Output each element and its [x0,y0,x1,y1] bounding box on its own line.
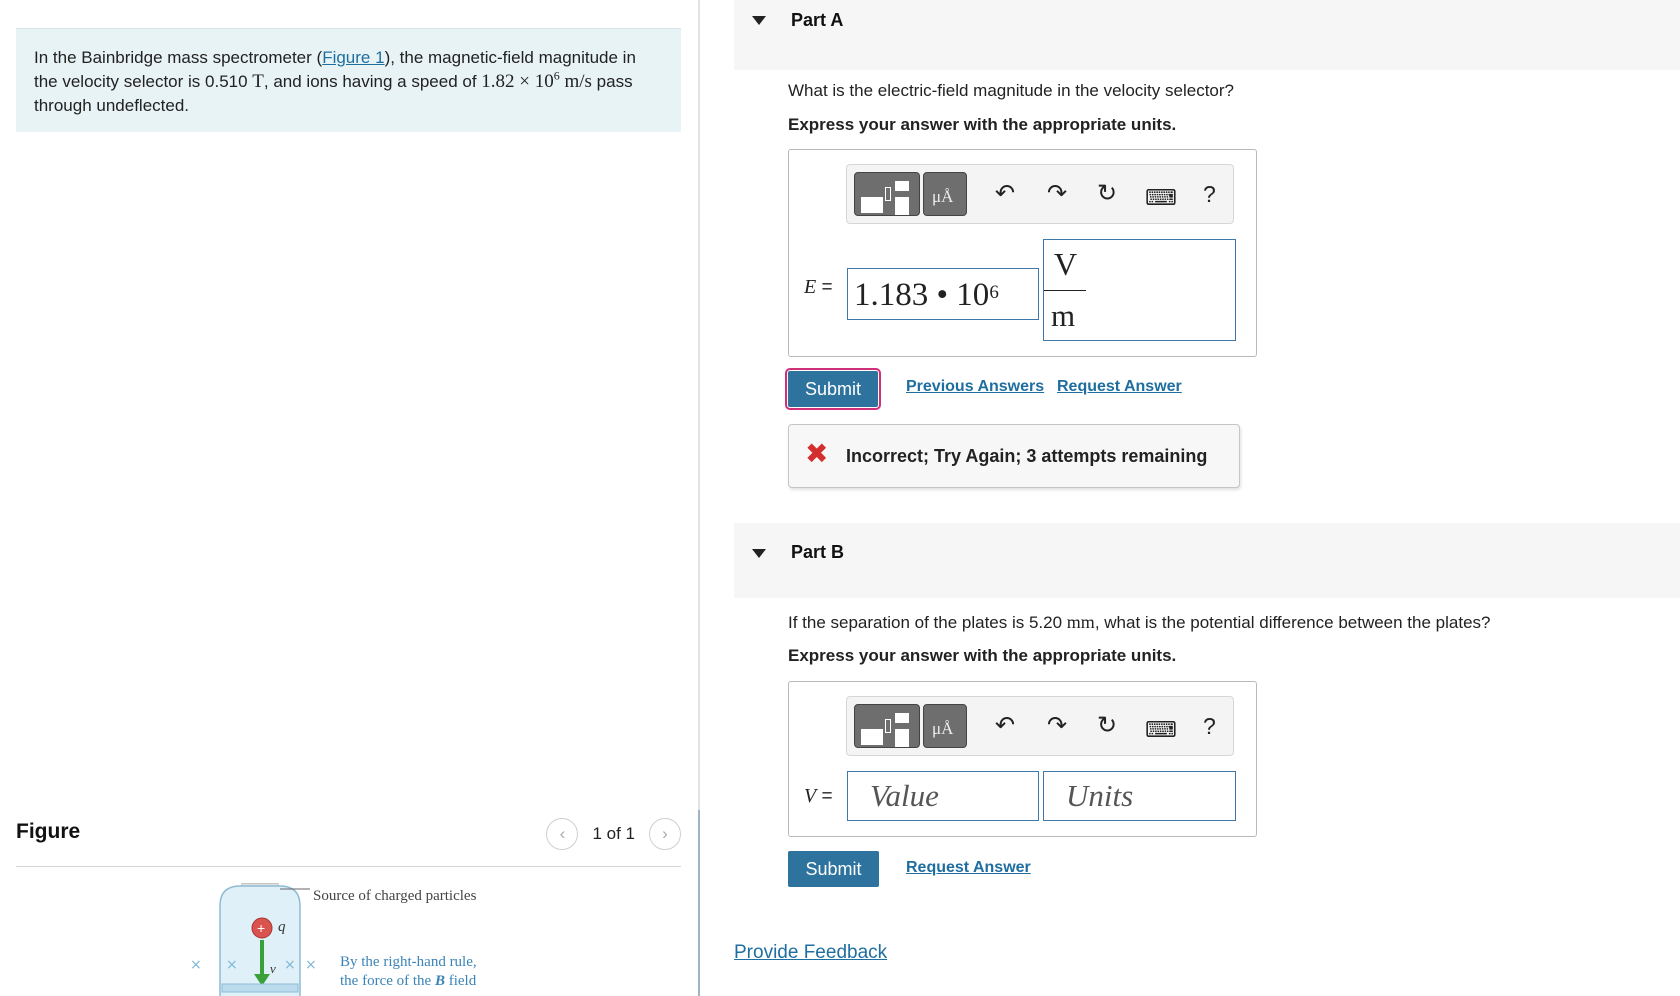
rule-line-2-text: the force of the [340,973,435,989]
x-mark-icon: ✖ [805,438,829,469]
part-b-value-input[interactable] [847,771,1039,821]
value-mantissa: 1.183 • 10 [854,277,990,313]
part-a-question: What is the electric-field magnitude in the velocity selector? [788,81,1234,100]
part-a-answer-box [788,149,1257,357]
part-a-variable [804,276,833,299]
variable-e: E [804,276,817,298]
chevron-right-icon[interactable]: › [649,818,681,850]
rule-line-2 [340,972,477,991]
chevron-left-icon[interactable]: ‹ [546,818,578,850]
figure-pager [546,818,681,850]
part-b-request-answer-link[interactable]: Request Answer [906,859,1031,876]
equals-sign: = [816,786,833,807]
redo-icon[interactable]: ↷ [1047,180,1068,207]
units-icon[interactable] [923,704,967,748]
part-b-question [788,612,1491,633]
speed-value [481,68,592,92]
rule-line-1: By the right-hand rule, [340,954,477,970]
caret-down-icon[interactable] [752,549,766,558]
problem-pane [0,0,698,996]
help-icon[interactable]: ? [1203,713,1216,739]
speed-mantissa: 1.82 × 10 [481,71,554,92]
caret-down-icon[interactable] [752,16,766,25]
part-b-variable [804,785,833,808]
equals-sign: = [816,277,833,298]
figure-link[interactable]: Figure 1 [322,48,385,67]
question-text: If the separation of the plates is 5.20 [788,613,1067,632]
keyboard-icon[interactable]: ⌨ [1145,185,1177,210]
undo-icon[interactable]: ↶ [995,180,1016,207]
svg-text:×: × [190,957,202,973]
feedback-text: Incorrect; Try Again; 3 attempts remaining [846,446,1208,466]
velocity-label: v [270,961,276,976]
part-b-instruction: Express your answer with the appropriate units. [788,646,1177,665]
pane-scrollbar[interactable] [698,810,700,996]
part-b-submit-button[interactable]: Submit [788,851,879,887]
unit-mm: mm [1066,612,1095,632]
value-placeholder: Value [870,778,939,813]
value-exponent: 6 [989,282,999,303]
svg-text:×: × [226,957,238,973]
svg-text:×: × [284,957,296,973]
problem-text: ), the magnetic-field magnitude in the velocity selector is 0.510 [34,48,636,91]
part-b-answer-box [788,681,1257,837]
part-b-header[interactable] [734,523,1680,598]
units-symbol: μÅ [932,187,954,206]
templates-icon[interactable] [854,704,920,748]
source-label: Source of charged particles [313,888,477,904]
provide-feedback-link[interactable]: Provide Feedback [734,942,888,963]
svg-text:×: × [305,957,317,973]
keyboard-icon[interactable]: ⌨ [1145,717,1177,742]
svg-text:+: + [257,920,266,936]
part-a-submit-button[interactable]: Submit [788,371,878,407]
redo-icon[interactable]: ↷ [1047,712,1068,739]
b-vector-symbol: B [434,973,445,989]
part-a-math-toolbar [846,164,1234,224]
reset-icon[interactable]: ↻ [1097,712,1118,739]
part-a-title: Part A [791,10,844,30]
problem-text: pass through undeflected. [34,72,633,115]
figure-title: Figure [16,820,81,843]
part-a-request-answer-link[interactable]: Request Answer [1057,378,1182,395]
unit-denominator: m [1051,298,1076,333]
rule-line-2-text: field [444,973,477,989]
problem-statement [16,28,681,132]
pager-text: 1 of 1 [592,824,635,843]
units-placeholder: Units [1066,778,1134,813]
part-b-title: Part B [791,542,845,562]
problem-text: In the Bainbridge mass spectrometer ( [34,48,323,67]
units-icon[interactable] [923,172,967,216]
fraction-bar [1044,290,1086,291]
previous-answers-link[interactable]: Previous Answers [906,378,1045,395]
problem-text: , and ions having a speed of [263,72,482,91]
particle-label: q [278,919,286,935]
speed-unit: m/s [559,71,592,92]
part-a-value-input[interactable] [847,268,1039,320]
selector-plate [222,984,298,992]
reset-icon[interactable]: ↻ [1097,180,1118,207]
right-hand-rule-label [340,953,477,991]
unit-numerator: V [1054,246,1078,282]
part-a-header[interactable] [734,0,1680,70]
part-a-instruction: Express your answer with the appropriate units. [788,115,1177,134]
question-text: , what is the potential difference between the plates? [1094,613,1491,632]
figure-header [16,820,681,867]
undo-icon[interactable]: ↶ [995,712,1016,739]
help-icon[interactable]: ? [1203,181,1216,207]
part-a-feedback [788,424,1240,488]
variable-v: V [804,785,817,807]
templates-icon[interactable] [854,172,920,216]
speed-exponent: 6 [553,68,560,83]
part-b-units-input[interactable] [1043,771,1236,821]
unit-tesla: T [252,71,264,92]
part-a-units-input[interactable] [1043,239,1236,341]
units-symbol: μÅ [932,719,954,738]
part-b-math-toolbar [846,696,1234,756]
